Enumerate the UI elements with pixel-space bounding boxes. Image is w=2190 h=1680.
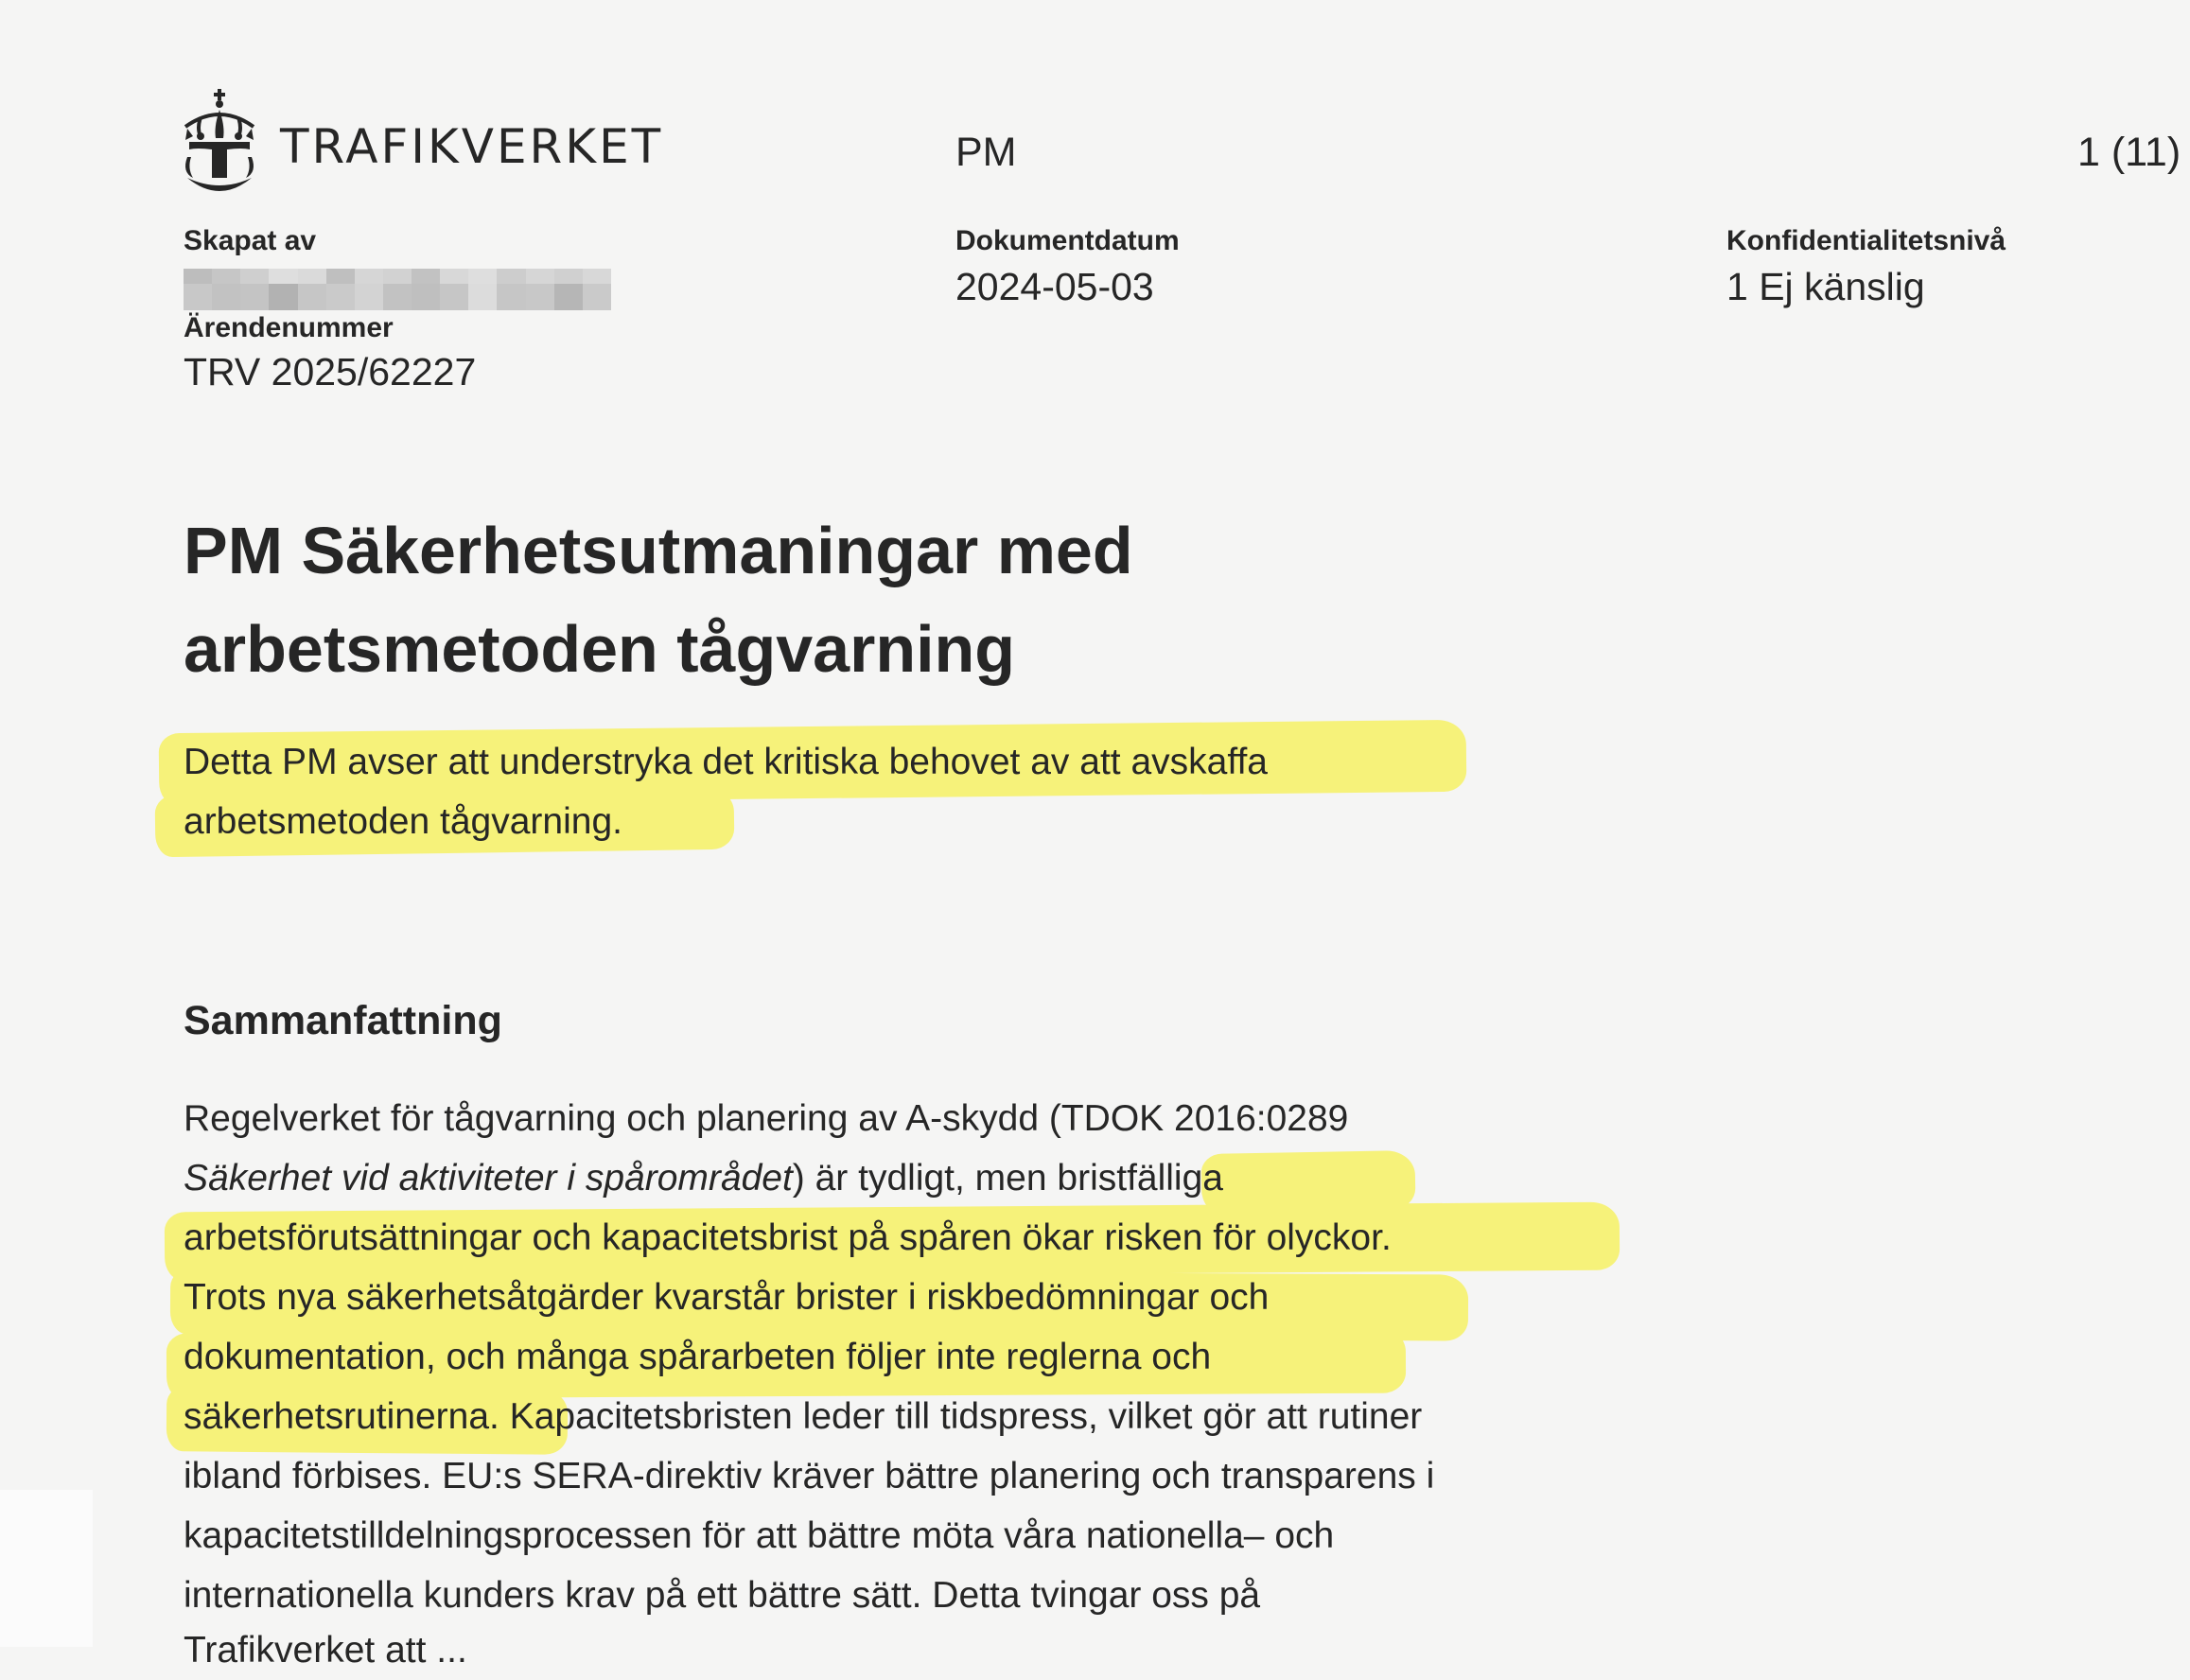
- document-title: [184, 501, 1413, 698]
- page-indicator: 1 (11): [2077, 130, 2181, 175]
- summary-line-6: säkerhetsrutinerna. Kapacitetsbristen leder till tidspress, vilket gör att rutiner: [184, 1396, 1423, 1437]
- intro-line-2: arbetsmetoden tågvarning.: [184, 801, 622, 842]
- case-number-value: TRV 2025/62227: [184, 350, 477, 394]
- summary-line-7: ibland förbises. EU:s SERA-direktiv kräver bättre planering och transparens i: [184, 1456, 1435, 1496]
- document-date-label: Dokumentdatum: [955, 225, 1180, 256]
- paper-patch: [0, 1490, 93, 1647]
- trafikverket-logo: [180, 87, 691, 193]
- title-line-2: arbetsmetoden tågvarning: [184, 612, 1016, 686]
- title-line-1: PM Säkerhetsutmaningar med: [184, 514, 1133, 587]
- summary-line-1: Regelverket för tågvarning och planering av A-skydd (TDOK 2016:0289: [184, 1098, 1349, 1139]
- summary-line-10-cutoff: Trafikverket att ...: [184, 1630, 467, 1671]
- document-type: PM: [955, 130, 1017, 175]
- summary-line-9: internationella kunders krav på ett bättre sätt. Detta tvingar oss på: [184, 1575, 1261, 1616]
- intro-line-1: Detta PM avser att understryka det kritiska behovet av att avskaffa: [184, 742, 1268, 782]
- confidentiality-label: Konfidentialitetsnivå: [1726, 225, 2006, 256]
- highlighted-text: säkerhetsrutinerna.: [184, 1396, 499, 1437]
- logo-wordmark: TRAFIKVERKET: [280, 119, 664, 174]
- confidentiality-value: 1 Ej känslig: [1726, 265, 1925, 308]
- highlighted-text: bristfälliga: [1057, 1158, 1223, 1199]
- created-by-label: Skapat av: [184, 225, 317, 256]
- section-heading-summary: Sammanfattning: [184, 998, 502, 1043]
- summary-line-5: dokumentation, och många spårarbeten följer inte reglerna och: [184, 1337, 1212, 1377]
- crown-emblem-icon: [180, 87, 259, 193]
- document-date-value: 2024-05-03: [955, 265, 1154, 308]
- summary-line-8: kapacitetstilldelningsprocessen för att bättre möta våra nationella– och: [184, 1515, 1335, 1556]
- document-reference-title: Säkerhet vid aktiviteter i spårområdet: [184, 1158, 793, 1199]
- case-number-label: Ärendenummer: [184, 312, 394, 343]
- summary-line-2: Säkerhet vid aktiviteter i spårområdet) är tydligt, men bristfälliga: [184, 1158, 1223, 1199]
- summary-line-4: Trots nya säkerhetsåtgärder kvarstår brister i riskbedömningar och: [184, 1277, 1270, 1318]
- summary-line-3: arbetsförutsättningar och kapacitetsbrist på spåren ökar risken för olyckor.: [184, 1217, 1392, 1258]
- created-by-redacted-value: [184, 269, 611, 310]
